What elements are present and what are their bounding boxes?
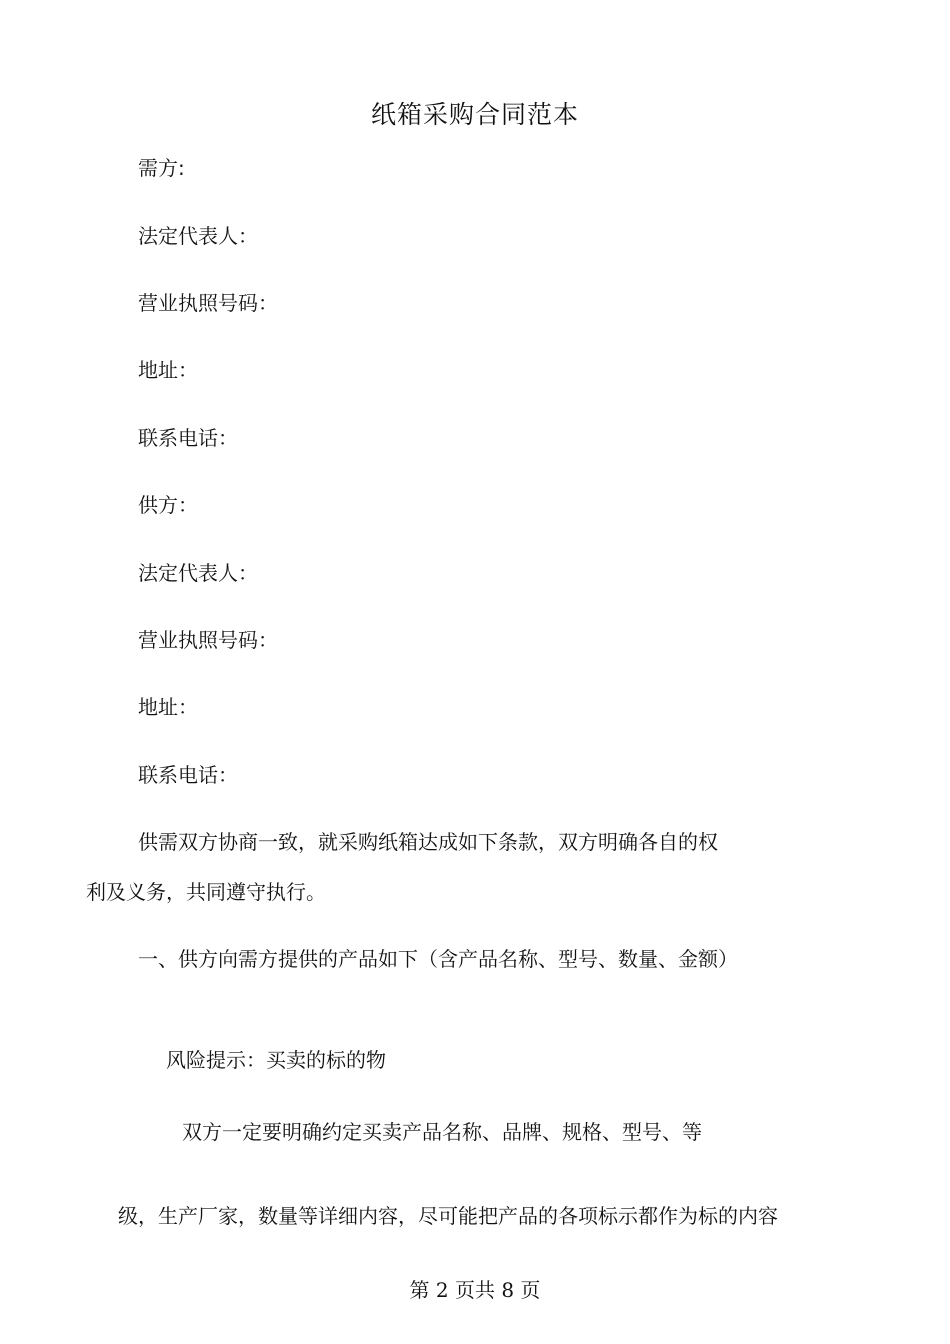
buyer-phone-label: 联系电话： bbox=[138, 426, 238, 450]
agreement-line-2: 利及义务，共同遵守执行。 bbox=[86, 880, 326, 904]
section-1-heading: 一、供方向需方提供的产品如下（含产品名称、型号、数量、金额） bbox=[138, 947, 738, 971]
risk-line-2: 级，生产厂家，数量等详细内容，尽可能把产品的各项标示都作为标的内容 bbox=[118, 1204, 778, 1228]
document-title: 纸箱采购合同范本 bbox=[370, 100, 579, 129]
seller-label: 供方： bbox=[138, 493, 198, 517]
risk-heading: 风险提示：买卖的标的物 bbox=[166, 1048, 386, 1072]
agreement-line-1: 供需双方协商一致，就采购纸箱达成如下条款，双方明确各自的权 bbox=[138, 830, 718, 854]
seller-phone-label: 联系电话： bbox=[138, 763, 238, 787]
buyer-license-label: 营业执照号码： bbox=[138, 291, 278, 315]
risk-line-1: 双方一定要明确约定买卖产品名称、品牌、规格、型号、等 bbox=[182, 1120, 702, 1144]
buyer-legal-rep-label: 法定代表人： bbox=[138, 224, 258, 248]
seller-address-label: 地址： bbox=[138, 695, 198, 719]
seller-license-label: 营业执照号码： bbox=[138, 628, 278, 652]
buyer-label: 需方: bbox=[138, 156, 185, 180]
seller-legal-rep-label: 法定代表人： bbox=[138, 561, 258, 585]
page-footer: 第 2 页共 8 页 bbox=[409, 1278, 541, 1302]
buyer-address-label: 地址： bbox=[138, 358, 198, 382]
